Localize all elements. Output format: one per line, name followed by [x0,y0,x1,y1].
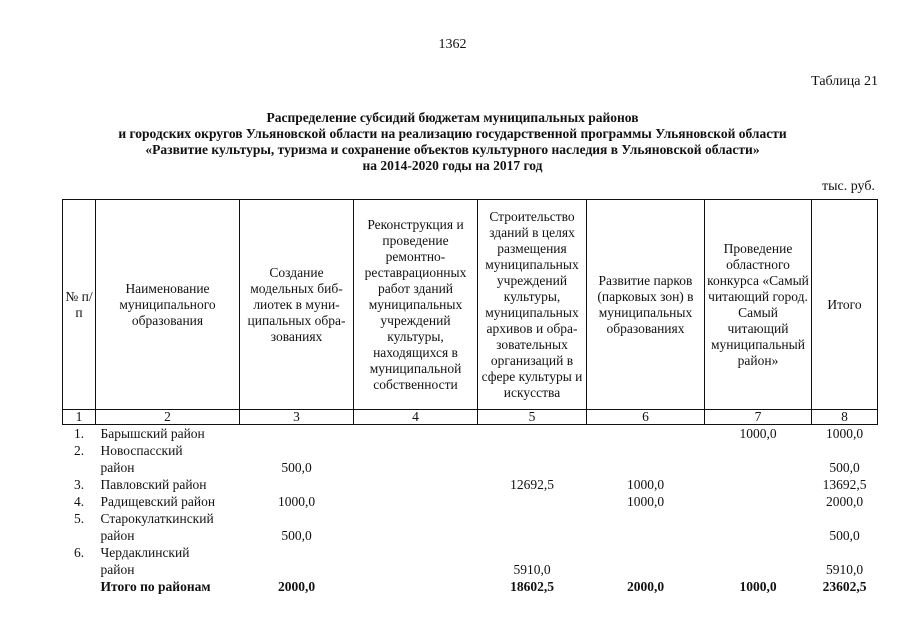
municipality-name [96,544,240,578]
municipality-name [96,425,240,443]
row-number: 1. [73,426,85,441]
column-number: 1 [63,410,96,425]
totals-row [63,578,878,595]
cell-construction [478,442,587,476]
cell-libraries [240,425,354,443]
name-line: Новоспасский [100,443,183,458]
municipality-name [96,442,240,476]
col-header-total: Итого [812,200,878,410]
header-row [63,200,878,410]
name-line: район [100,460,135,475]
cell-construction: 18602,5 [510,579,554,594]
cell-reconstruction [354,493,478,510]
cell-parks [587,510,705,544]
cell-construction: 5910,0 [513,562,551,577]
table-row [63,493,878,510]
cell-construction [478,493,587,510]
title-line: и городских округов Ульяновской области на реализацию государственной программы Ульяновской области [118,126,787,141]
cell-parks: 1000,0 [626,494,665,509]
name-line: Старокулаткинский [100,511,214,526]
cell-libraries: 2000,0 [277,579,316,594]
table-label: Таблица 21 [811,74,878,89]
subsidy-table [62,199,878,595]
cell-reconstruction [354,476,478,493]
cell-parks: 1000,0 [626,477,665,492]
column-number: 4 [354,410,478,425]
units-label: тыс. руб. [822,179,875,194]
cell-libraries: 500,0 [281,460,312,475]
table-row [63,476,878,493]
cell-parks [587,425,705,443]
cell-reconstruction [354,544,478,578]
row-number: 6. [73,545,85,560]
col-header-name: Наименование муниципального образования [96,200,240,410]
cell-total: 2000,0 [825,494,864,509]
column-number: 8 [812,410,878,425]
cell-total: 13692,5 [822,477,867,492]
cell-total: 23602,5 [822,579,867,594]
cell-reconstruction [354,510,478,544]
cell-contest [705,476,812,493]
column-number: 7 [705,410,812,425]
cell-construction [478,425,587,443]
cell-reconstruction [354,578,478,595]
column-number-row [63,410,878,425]
cell-parks [587,442,705,476]
column-number: 3 [240,410,354,425]
cell-contest [705,544,812,578]
municipality-name [96,510,240,544]
table-row [63,442,878,476]
title-line: на 2014-2020 годы на 2017 год [362,158,543,173]
name-line: район [100,562,135,577]
name-line: Чердаклинский [100,545,190,560]
cell-total: 5910,0 [825,562,864,577]
name-line: Павловский район [100,477,207,492]
cell-total: 500,0 [829,460,860,475]
row-number: 2. [73,443,85,458]
cell-parks [587,544,705,578]
municipality-name [96,493,240,510]
cell-reconstruction [354,425,478,443]
title-line: «Развитие культуры, туризма и сохранение объектов культурного наследия в Ульяновской области» [145,142,760,157]
table-row [63,544,878,578]
column-number: 6 [587,410,705,425]
cell-reconstruction [354,442,478,476]
column-number: 5 [478,410,587,425]
table-row [63,510,878,544]
row-number: 5. [73,511,85,526]
name-line: Радищевский район [100,494,216,509]
cell-libraries: 500,0 [281,528,312,543]
col-header-construction: Строительство зданий в целях размещения муниципальных учреждений культуры, муниципальных архивов и обра-зовательных организаций в сфере культуры и искусства [478,200,587,410]
col-header-contest: Проведение областного конкурса «Самый читающий город. Самый читающий муниципальный район» [705,200,812,410]
cell-libraries: 1000,0 [277,494,316,509]
cell-construction [478,510,587,544]
cell-total: 1000,0 [825,426,864,441]
column-number: 2 [96,410,240,425]
document-title [0,110,905,174]
row-number [63,578,96,595]
title-line: Распределение субсидий бюджетам муниципальных районов [266,110,639,125]
cell-parks: 2000,0 [626,579,665,594]
page-number: 1362 [438,37,467,52]
name-line: Барышский район [100,426,205,441]
col-header-libraries: Создание модельных биб-лиотек в муни-ципальных обра-зованиях [240,200,354,410]
cell-libraries [240,544,354,578]
cell-contest [705,442,812,476]
cell-total: 500,0 [829,528,860,543]
cell-libraries [240,476,354,493]
cell-contest: 1000,0 [739,426,777,441]
table-row [63,425,878,443]
cell-contest [705,510,812,544]
totals-label: Итого по районам [100,579,211,594]
cell-construction: 12692,5 [510,477,554,492]
row-number: 4. [73,494,85,509]
cell-contest: 1000,0 [739,579,777,594]
cell-contest [705,493,812,510]
row-number: 3. [73,477,85,492]
municipality-name [96,476,240,493]
col-header-parks: Развитие парков (парковых зон) в муниципальных образованиях [587,200,705,410]
name-line: район [100,528,135,543]
col-header-number: № п/п [63,200,96,410]
col-header-reconstruction: Реконструкция и проведение ремонтно-реставрационных работ зданий муниципальных учреждений культуры, находящихся в муниципальной собственности [354,200,478,410]
